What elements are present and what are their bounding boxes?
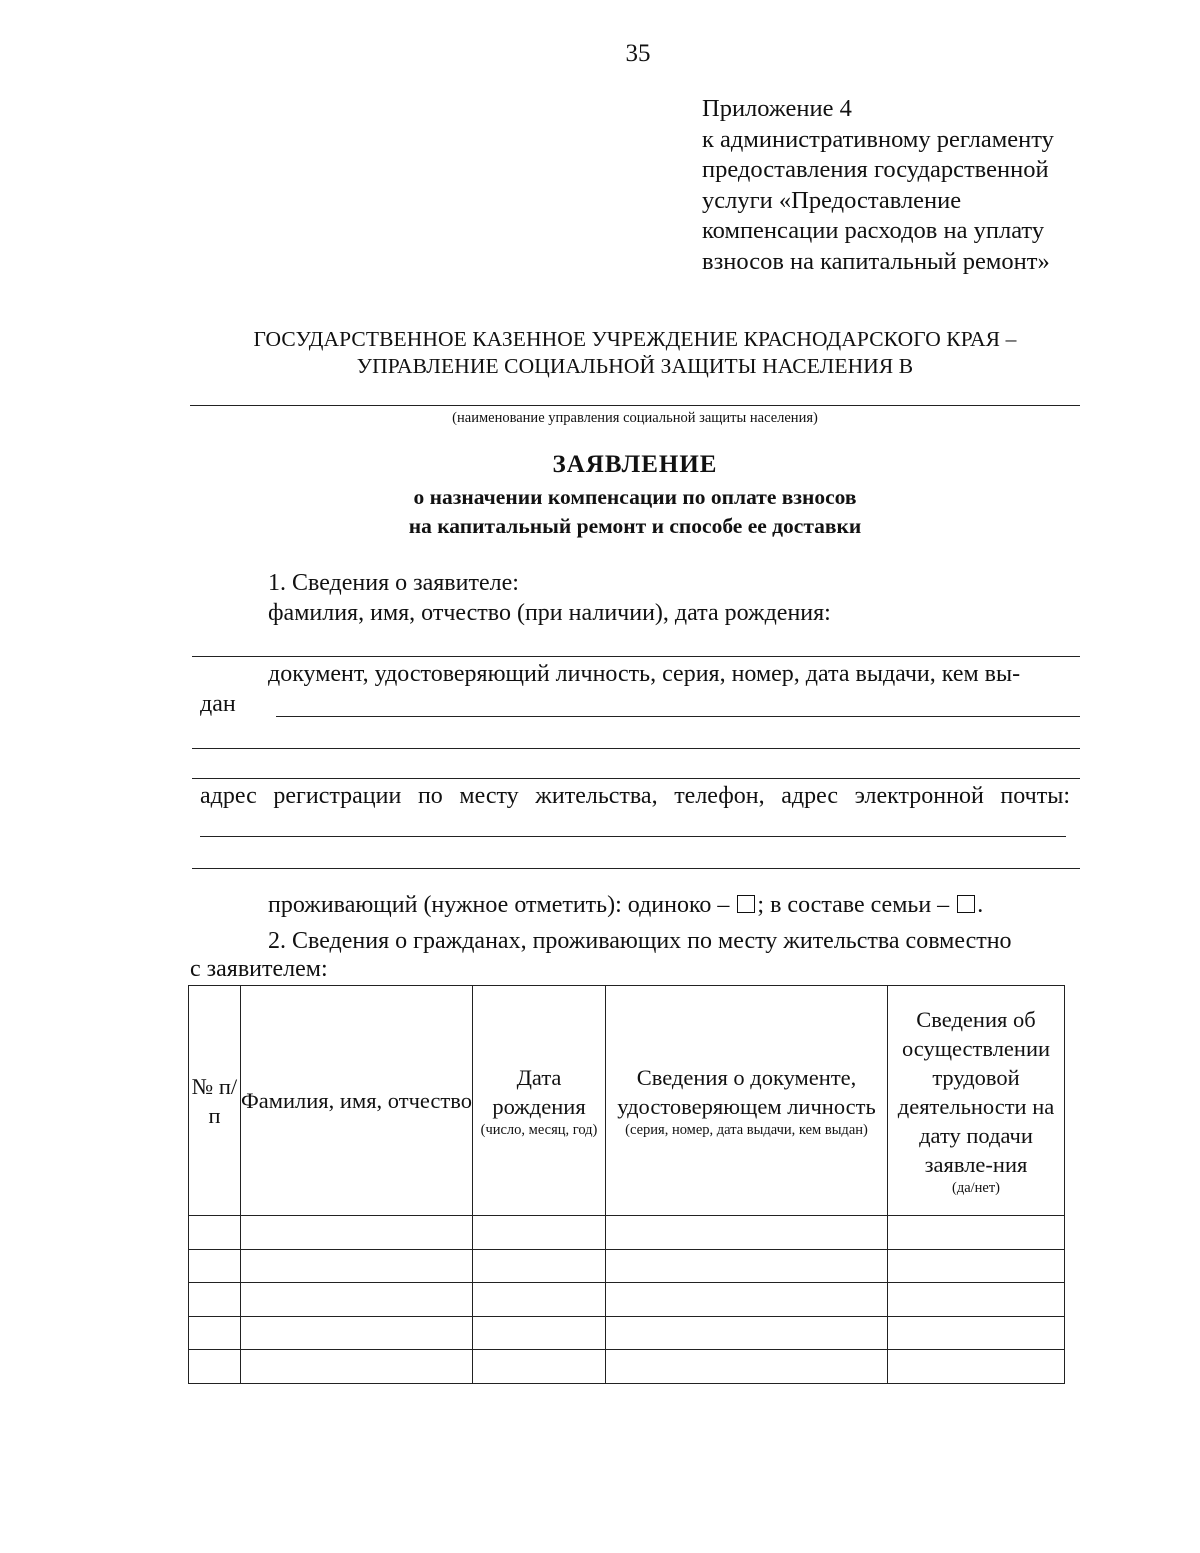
- table-cell[interactable]: [473, 1350, 606, 1384]
- table-cell[interactable]: [888, 1249, 1065, 1283]
- table-row: [189, 1316, 1065, 1350]
- document-fill-line: [276, 716, 1080, 717]
- appendix-block: [702, 94, 1142, 277]
- table-cell[interactable]: [888, 1316, 1065, 1350]
- column-header-birth-date: Дата рождения (число, месяц, год): [473, 986, 606, 1216]
- organization-name: [190, 326, 1080, 380]
- table-cell[interactable]: [241, 1283, 473, 1317]
- section2-heading-continuation: с заявителем:: [190, 956, 328, 982]
- document-subtitle: [190, 483, 1080, 541]
- appendix-line: Приложение 4: [702, 95, 852, 122]
- fio-fill-line: [192, 656, 1080, 657]
- table-cell[interactable]: [241, 1216, 473, 1250]
- alone-checkbox[interactable]: [737, 895, 755, 913]
- section2-heading: 2. Сведения о гражданах, проживающих по месту жительства совместно: [268, 928, 1012, 954]
- family-checkbox[interactable]: [957, 895, 975, 913]
- organization-fill-line: [190, 405, 1080, 406]
- table-cell[interactable]: [606, 1350, 888, 1384]
- subtitle-line: на капитальный ремонт и способе ее доставки: [408, 514, 862, 538]
- table-cell[interactable]: [189, 1283, 241, 1317]
- page-number: 35: [625, 40, 651, 67]
- cohabitants-table: [188, 985, 1065, 1384]
- table-row: [189, 1283, 1065, 1317]
- address-fill-line: [192, 868, 1080, 869]
- table-body: [189, 1216, 1065, 1384]
- table-cell[interactable]: [473, 1316, 606, 1350]
- table-cell[interactable]: [606, 1216, 888, 1250]
- table-cell[interactable]: [606, 1249, 888, 1283]
- organization-caption: (наименование управления социальной защиты населения): [452, 410, 818, 426]
- table-cell[interactable]: [473, 1283, 606, 1317]
- table-cell[interactable]: [888, 1350, 1065, 1384]
- table-cell[interactable]: [606, 1316, 888, 1350]
- table-cell[interactable]: [241, 1316, 473, 1350]
- table-cell[interactable]: [888, 1216, 1065, 1250]
- document-label-continuation: дан: [200, 691, 236, 717]
- appendix-line: к административному регламенту: [702, 125, 1054, 153]
- table-cell[interactable]: [473, 1249, 606, 1283]
- column-header-number: № п/п: [189, 986, 241, 1216]
- table-cell[interactable]: [189, 1350, 241, 1384]
- table-cell[interactable]: [241, 1249, 473, 1283]
- table-cell[interactable]: [888, 1283, 1065, 1317]
- document-fill-line: [192, 778, 1080, 779]
- table-row: [189, 1249, 1065, 1283]
- column-header-employment: Сведения об осуществлении трудовой деятельности на дату подачи заявле-ния (да/нет): [888, 986, 1065, 1216]
- organization-line: УПРАВЛЕНИЕ СОЦИАЛЬНОЙ ЗАЩИТЫ НАСЕЛЕНИЯ В: [356, 354, 914, 378]
- residing-status: проживающий (нужное отметить): одиноко – ; в составе семьи – .: [268, 892, 984, 918]
- column-header-identity-document: Сведения о документе, удостоверяющем личность (серия, номер, дата выдачи, кем выдан): [606, 986, 888, 1216]
- appendix-line: компенсации расходов на уплату: [702, 217, 1045, 244]
- appendix-line: услуги «Предоставление: [702, 186, 962, 214]
- organization-line: ГОСУДАРСТВЕННОЕ КАЗЕННОЕ УЧРЕЖДЕНИЕ КРАСНОДАРСКОГО КРАЯ –: [253, 327, 1017, 351]
- address-label: адрес регистрации по месту жительства, телефон, адрес электронной почты:: [200, 783, 1070, 809]
- table-cell[interactable]: [241, 1350, 473, 1384]
- fio-label: фамилия, имя, отчество (при наличии), дата рождения:: [268, 600, 831, 626]
- table-row: [189, 1350, 1065, 1384]
- subtitle-line: о назначении компенсации по оплате взносов: [413, 485, 857, 509]
- section1-heading: 1. Сведения о заявителе:: [268, 570, 519, 596]
- appendix-line: взносов на капитальный ремонт»: [702, 247, 1050, 275]
- table-cell[interactable]: [189, 1249, 241, 1283]
- table-cell[interactable]: [189, 1216, 241, 1250]
- table-header-row: [189, 986, 1065, 1216]
- document-fill-line: [192, 748, 1080, 749]
- table-cell[interactable]: [189, 1316, 241, 1350]
- column-header-name: Фамилия, имя, отчество: [241, 986, 473, 1216]
- document-label: документ, удостоверяющий личность, серия, номер, дата выдачи, кем вы-: [268, 661, 1021, 687]
- table-cell[interactable]: [473, 1216, 606, 1250]
- table-row: [189, 1216, 1065, 1250]
- document-title: ЗАЯВЛЕНИЕ: [552, 451, 718, 478]
- address-fill-line: [200, 836, 1066, 837]
- appendix-line: предоставления государственной: [702, 156, 1049, 183]
- table-cell[interactable]: [606, 1283, 888, 1317]
